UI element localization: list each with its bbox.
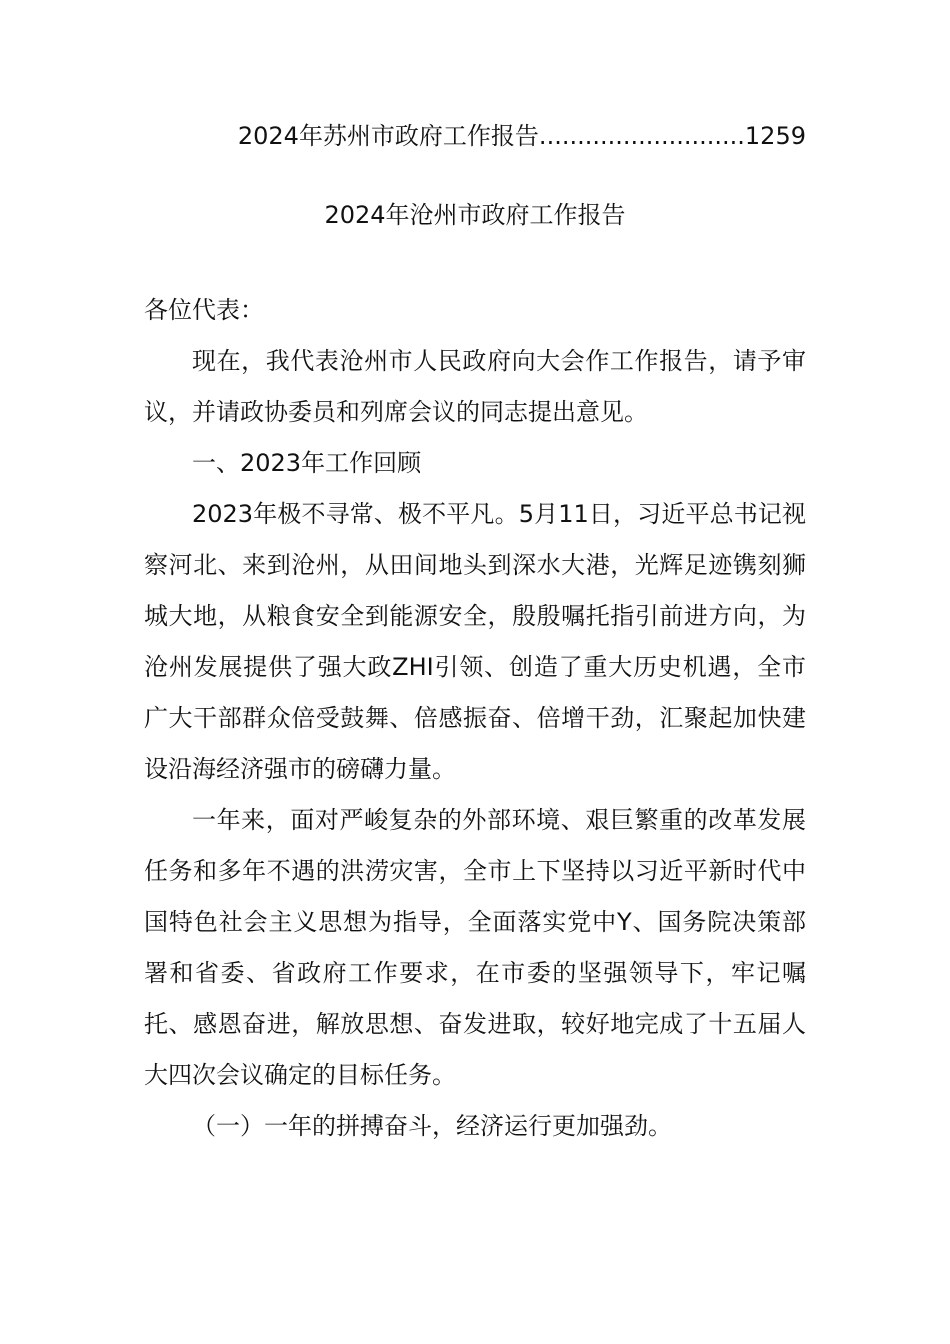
paragraph-review: 2023年极不寻常、极不平凡。5月11日，习近平总书记视察河北、来到沧州，从田间地头到深水大港，光辉足迹镌刻狮城大地，从粮食安全到能源安全，殷殷嘱托指引前进方向，为沧州发展提供了强大政ZHI引领、创造了重大历史机遇，全市广大干部群众倍受鼓舞、倍感振奋、倍增干劲，汇聚起加快建设沿海经济强市的磅礴力量。: [144, 500, 806, 783]
document-body: [144, 285, 806, 1152]
paragraph-intro: 现在，我代表沧州市人民政府向大会作工作报告，请予审议，并请政协委员和列席会议的同志提出意见。: [144, 347, 806, 426]
toc-entry: 2024年苏州市政府工作报告...........................1259: [237, 122, 806, 150]
section-heading: 一、2023年工作回顾: [192, 449, 422, 477]
subsection-heading: （一）一年的拼搏奋斗，经济运行更加强劲。: [192, 1112, 672, 1140]
document-title: 2024年沧州市政府工作报告: [324, 201, 626, 229]
salutation: 各位代表：: [144, 296, 264, 324]
paragraph-year-summary: 一年来，面对严峻复杂的外部环境、艰巨繁重的改革发展任务和多年不遇的洪涝灾害，全市上下坚持以习近平新时代中国特色社会主义思想为指导，全面落实党中Y、国务院决策部署和省委、省政府工作要求，在市委的坚强领导下，牢记嘱托、感恩奋进，解放思想、奋发进取，较好地完成了十五届人大四次会议确定的目标任务。: [144, 806, 806, 1089]
